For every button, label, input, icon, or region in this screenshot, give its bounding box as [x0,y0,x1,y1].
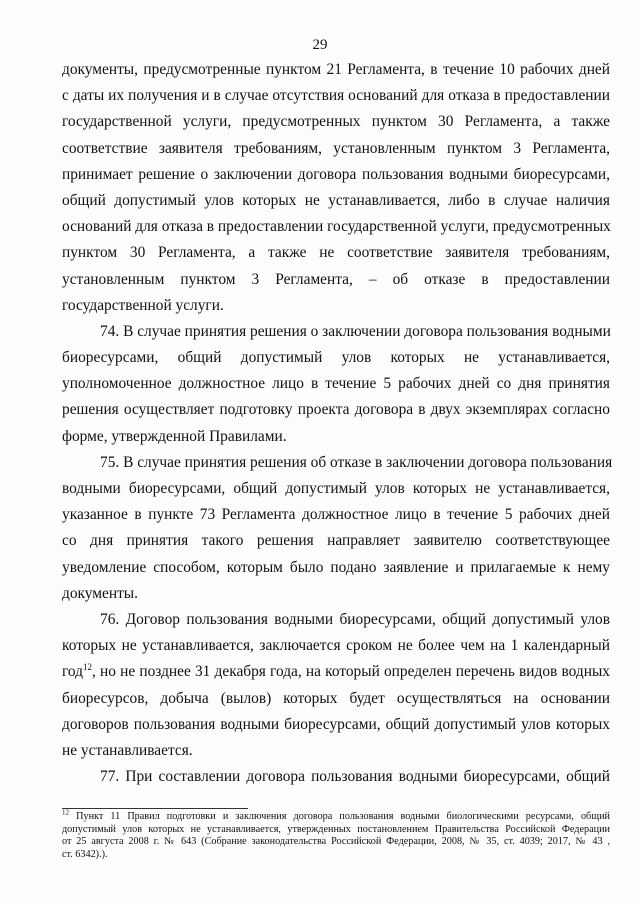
text-line: указанное в пункте 73 Регламента должностное лицо в течение 5 рабочих дней [62,506,610,524]
body-text [62,57,613,790]
text-line: уведомление способом, которым было подано заявление и прилагаемые к нему [62,558,610,576]
text-line: принимает решение о заключении договора пользования водными биоресурсами, [62,165,610,183]
text-line: не устанавливается. [62,741,193,759]
text-line: оснований для отказа в предоставлении государственной услуги, предусмотренных [62,218,611,236]
text-line: соответствие заявителя требованиям, установленным пунктом 3 Регламента, [62,139,610,157]
footnote-line [62,808,610,824]
footnote-line: от 25 августа 2008 г. № 643 (Собрание законодательства Российской Федерации, 2008, № 35, ст. 4039; 2017, № 43 , [62,836,610,848]
text-line: документы, предусмотренные пунктом 21 Регламента, в течение 10 рабочих дней [62,61,610,78]
text-line: водными биоресурсами, общий допустимый улов которых не устанавливается, [62,480,610,497]
text-line: договоров пользования водными биоресурсами, общий допустимый улов которых [62,715,610,733]
text-fragment: год [62,663,84,681]
footnote-line: допустимый улов которых не устанавливается, утвержденных постановлением Правительства Российской Федерации [62,823,610,835]
paragraph-75 [62,450,613,607]
text-line: 76. Договор пользования водными биоресурсами, общий допустимый улов [100,610,610,628]
text-line: форме, утвержденной Правилами. [62,427,287,445]
paragraph-77 [62,764,610,790]
text-line: 75. В случае принятия решения об отказе в заключении договора пользования [100,453,613,471]
paragraph-76 [62,607,610,764]
text-line: документы. [62,584,138,602]
text-line: установленным пунктом 3 Регламента, – об отказе в предоставлении [62,270,610,288]
page-number: 29 [312,37,328,53]
text-line: биоресурсами, общий допустимый улов которых не устанавливается, [62,349,610,367]
paragraph-continuation [62,57,610,319]
footnote-text: Пункт 11 Правил подготовки и заключения договора пользования водными биологическими ресурсами, общий [69,811,610,822]
text-line: уполномоченное должностное лицо в течение 5 рабочих дней со дня принятия [62,375,610,393]
footnote-separator [62,808,248,809]
footnote-line: ст. 6342).). [62,848,108,860]
text-line: которых не устанавливается, заключается сроком не более чем на 1 календарный [62,637,610,655]
text-line: с даты их получения и в случае отсутствия оснований для отказа в предоставлении [62,87,610,105]
text-line: общий допустимый улов которых не устанавливается, либо в случае наличия [62,191,610,209]
text-line: государственной услуги. [62,296,224,314]
footnote-12 [62,808,610,861]
text-line: биоресурсов, добыча (вылов) которых будет осуществляться на основании [62,689,610,707]
text-line: со дня принятия такого решения направляет заявителю соответствующее [62,532,610,550]
text-line: государственной услуги, предусмотренных пунктом 30 Регламента, а также [62,113,610,131]
footnote-mark: 12 [62,808,69,817]
paragraph-74 [62,319,610,450]
footnote-reference: 12 [83,662,93,673]
text-fragment: , но не позднее 31 декабря года, на который определен перечень видов водных [92,663,610,681]
text-line: 77. При составлении договора пользования водными биоресурсами, общий [100,768,610,786]
text-line-with-footnote [62,659,610,685]
text-line: решения осуществляет подготовку проекта договора в двух экземплярах согласно [62,401,610,419]
text-line: пунктом 30 Регламента, а также не соответствие заявителя требованиям, [62,244,610,262]
text-line: 74. В случае принятия решения о заключении договора пользования водными [100,322,611,340]
